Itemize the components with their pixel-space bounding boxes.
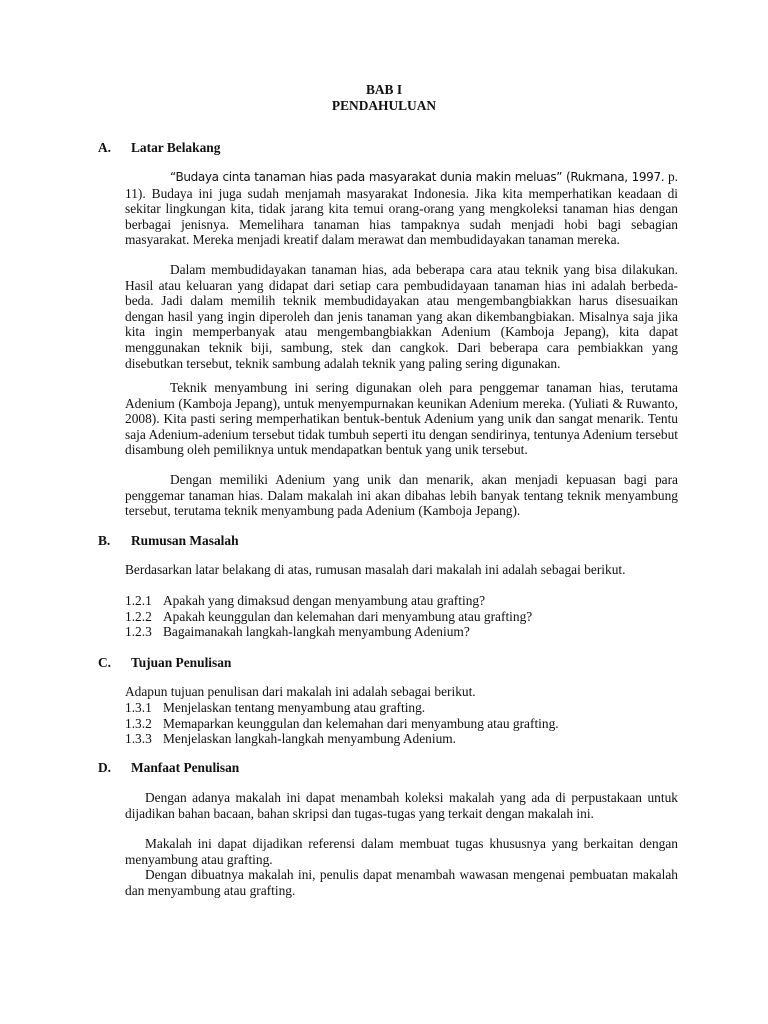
list-item [125,716,678,732]
section-b-list [125,593,678,640]
list-item-number: 1.2.2 [125,608,152,624]
section-d-letter: D. [98,760,112,775]
section-d-title: Manfaat Penulisan [131,760,240,775]
section-a-paragraph-4: Dengan memiliki Adenium yang unik dan menarik, akan menjadi kepuasan bagi para penggemar tanaman hias. Dalam makalah ini akan dibahas lebih banyak tentang teknik menyambung tersebut, terutama teknik menyambung pada Adenium (Kamboja Jepang). [125,472,678,519]
list-item-text: Apakah yang dimaksud dengan menyambung atau grafting? [163,593,486,608]
list-item-text: Bagaimanakah langkah-langkah menyambung Adenium? [163,624,470,640]
list-item-text: Menjelaskan langkah-langkah menyambung Adenium. [163,731,457,747]
list-item [125,700,678,716]
section-d-paragraph-2: Makalah ini dapat dijadikan referensi dalam membuat tugas khususnya yang berkaitan dengan menyambung atau grafting. [125,836,678,867]
section-c-heading [98,655,231,671]
list-item-number: 1.3.3 [125,731,152,747]
section-c-list [125,700,678,747]
list-item-text: Memaparkan keunggulan dan kelemahan dari menyambung atau grafting. [163,715,559,731]
list-item-text: Menjelaskan tentang menyambung atau grafting. [163,700,426,715]
list-item [125,609,678,625]
section-a-heading [98,140,220,156]
section-d-paragraph-3: Dengan dibuatnya makalah ini, penulis dapat menambah wawasan mengenai pembuatan makalah dan menyambung atau grafting. [125,867,678,898]
list-item [125,731,678,747]
section-c-title: Tujuan Penulisan [131,655,232,670]
section-d-heading [98,760,239,776]
chapter-title: PENDAHULUAN [331,98,437,113]
section-a-paragraph-3: Teknik menyambung ini sering digunakan oleh para penggemar tanaman hias, terutama Adenium (Kamboja Jepang), untuk menyempurnakan keunikan Adenium mereka. (Yuliati & Ruwanto, 2008). Kita pasti sering memperhatikan bentuk-bentuk Adenium yang unik dan sangat menarik. Tentu saja Adenium-adenium tersebut tidak tumbuh seperti itu dengan sendirinya, tentunya Adenium tersebut disambung oleh pemiliknya untuk mendapatkan bentuk yang unik tersebut. [125,380,678,458]
list-item-number: 1.2.3 [125,624,152,640]
section-a-paragraph-1 [125,169,678,248]
section-a-paragraph-2: Dalam membudidayakan tanaman hias, ada beberapa cara atau teknik yang bisa dilakukan. Hasil atau keluaran yang didapat dari setiap cara pembudidayaan tanaman hias ini adalah berbeda-beda. Jadi dalam memilih teknik membudidayakan atau mengembangbiakkan harus disesuaikan dengan hasil yang ingin diperoleh dan jenis tanaman yang akan dikembangbiakan. Misalnya saja jika kita ingin memperbanyak atau mengembangbiakkan Adenium (Kamboja Jepang), kita dapat menggunakan teknik biji, sambung, stek dan cangkok. Dari beberapa cara pembiakkan yang disebutkan tersebut, teknik sambung adalah teknik yang paling sering digunakan. [125,262,678,371]
quote-text: “Budaya cinta tanaman hias pada masyarakat dunia makin meluas” [170,170,563,184]
section-c-letter: C. [98,655,112,670]
section-b-heading [98,533,239,549]
section-b-intro: Berdasarkan latar belakang di atas, rumusan masalah dari makalah ini adalah sebagai berikut. [125,562,626,577]
section-a-paragraph-1-rest: p. 11). Budaya ini juga sudah menjamah masyarakat Indonesia. Jika kita memperhatikan keadaan di sekitar lingkungan kita, tidak jarang kita temui orang-orang yang mengkoleksi tanaman hias dengan berbagai jenisnya. Memelihara tanaman hias tampaknya sudah menjadi hobi bagi sebagian masyarakat. Mereka menjadi kreatif dalam merawat dan membudidayakan tanaman mereka. [125,169,679,248]
section-c-intro: Adapun tujuan penulisan dari makalah ini adalah sebagai berikut. [125,684,476,699]
quote-citation: (Rukmana, 1997. [562,170,665,184]
section-b-title: Rumusan Masalah [131,533,239,548]
list-item-number: 1.3.1 [125,700,152,715]
chapter-label: BAB I [365,82,403,97]
section-d-paragraph-1: Dengan adanya makalah ini dapat menambah koleksi makalah yang ada di perpustakaan untuk dijadikan bahan bacaan, bahan skripsi dan tugas-tugas yang terkait dengan makalah ini. [125,790,678,821]
list-item-number: 1.2.1 [125,593,152,608]
section-a-letter: A. [98,140,112,155]
list-item [125,624,678,640]
section-a-title: Latar Belakang [131,140,221,155]
list-item-number: 1.3.2 [125,715,152,731]
list-item [125,593,678,609]
list-item-text: Apakah keunggulan dan kelemahan dari menyambung atau grafting? [163,608,533,624]
section-b-letter: B. [98,533,111,548]
